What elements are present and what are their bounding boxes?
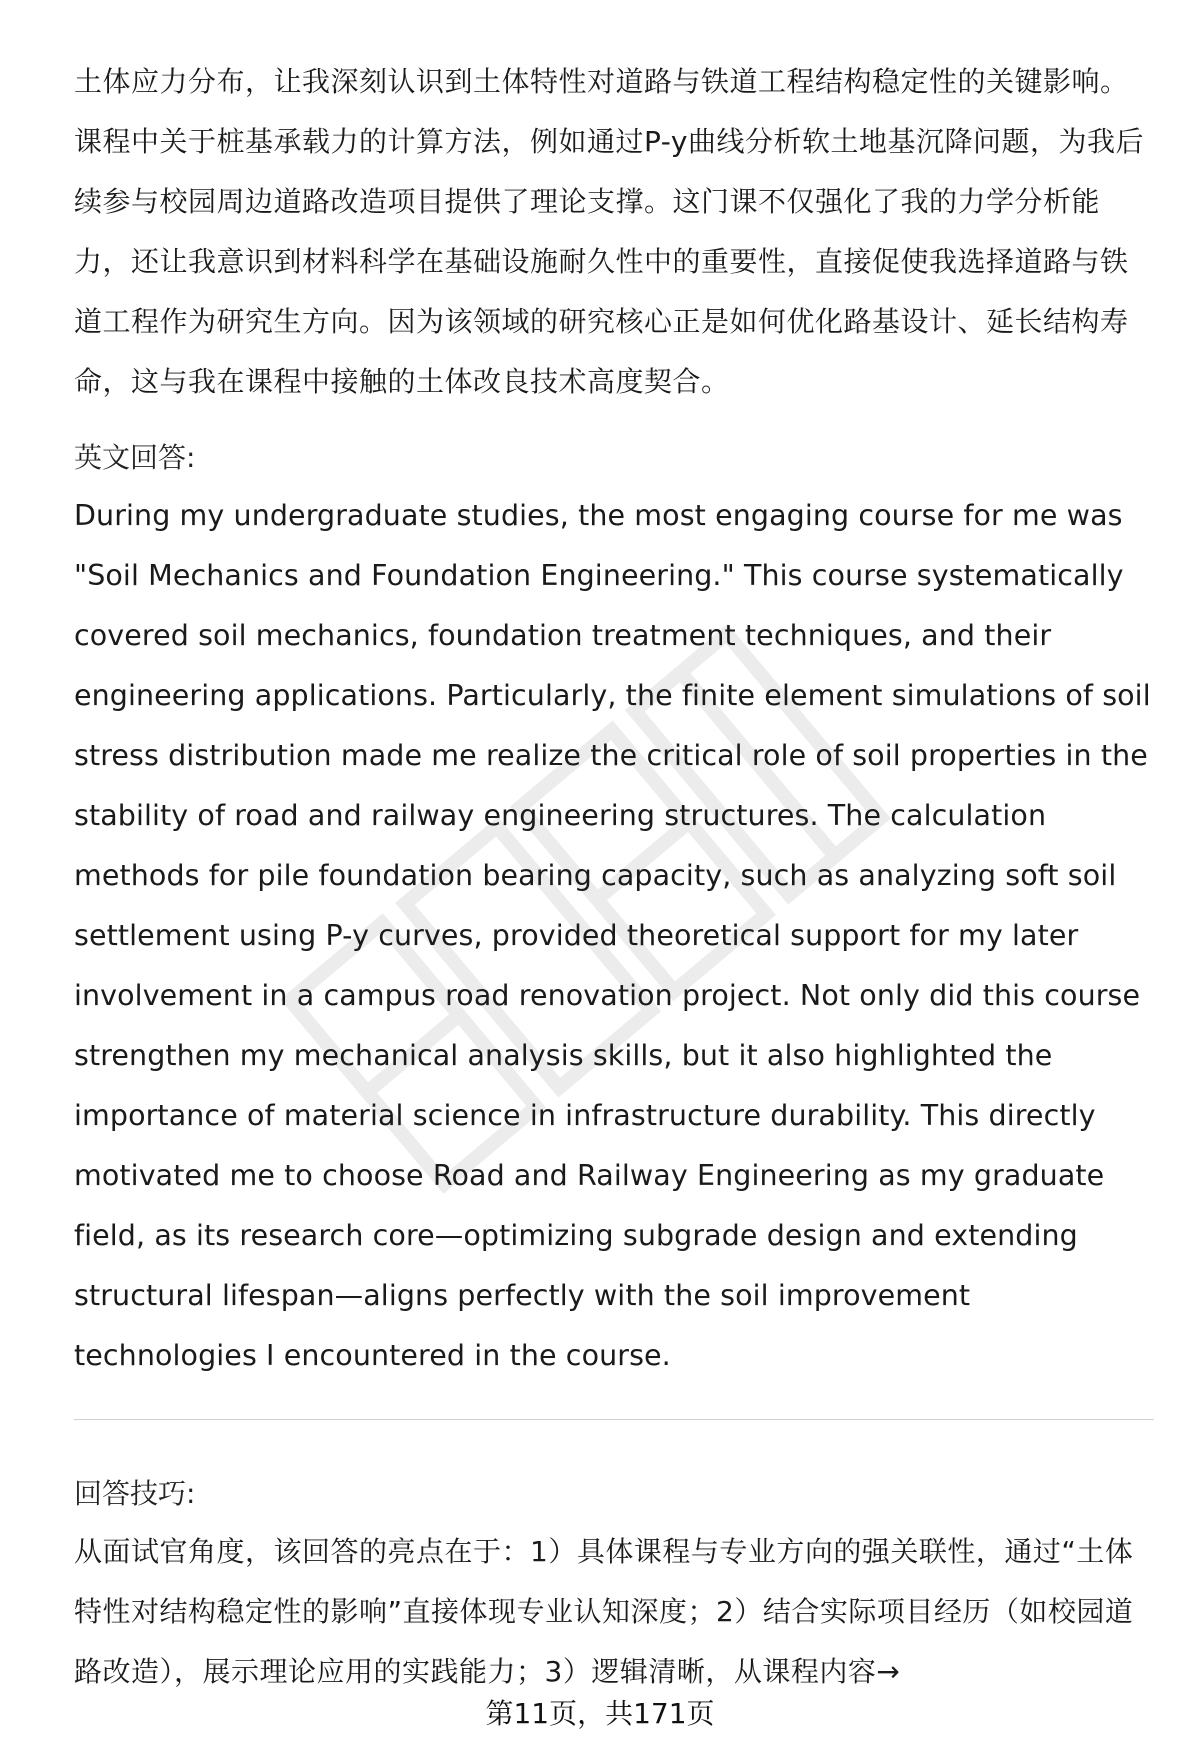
intro-paragraph-cn: 土体应力分布，让我深刻认识到土体特性对道路与铁道工程结构稳定性的关键影响。课程中关于桩基承载力的计算方法，例如通过P-y曲线分析软土地基沉降问题，为我后续参与校园周边道路改造项目提供了理论支撑。这门课不仅强化了我的力学分析能力，还让我意识到材料科学在基础设施耐久性中的重要性，直接促使我选择道路与铁道工程作为研究生方向。因为该领域的研究核心正是如何优化路基设计、延长结构寿命，这与我在课程中接触的土体改良技术高度契合。 bbox=[74, 65, 1144, 398]
answer-tips-label: 回答技巧: bbox=[74, 1477, 196, 1510]
document-body bbox=[74, 52, 1154, 1386]
english-answer-paragraph: During my undergraduate studies, the most engaging course for me was "Soil Mechanics and Foundation Engineering." This course systematically covered soil mechanics, foundation treatment techniques, and their engineering applications. Particularly, the finite element simulations of soil stress distribution made me realize the critical role of soil properties in the stability of road and railway engineering structures. The calculation methods for pile foundation bearing capacity, such as analyzing soft soil settlement using P-y curves, provided theoretical support for my later involvement in a campus road renovation project. Not only did this course strengthen my mechanical analysis skills, but it also highlighted the importance of material science in infrastructure durability. This directly motivated me to choose Road and Railway Engineering as my graduate field, as its research core—optimizing subgrade design and extending structural lifespan—aligns perfectly with the soil improvement technologies I encountered in the course. bbox=[74, 499, 1151, 1372]
answer-tips-paragraph: 从面试官角度，该回答的亮点在于：1）具体课程与专业方向的强关联性，通过“土体特性对结构稳定性的影响”直接体现专业认知深度；2）结合实际项目经历（如校园道路改造），展示理论应用的实践能力；3）逻辑清晰，从课程内容→ bbox=[74, 1535, 1134, 1688]
answer-tips-section bbox=[74, 1466, 1154, 1702]
section-divider bbox=[74, 1419, 1154, 1420]
page-number-footer: 第11页，共171页 bbox=[485, 1697, 715, 1730]
english-answer-label: 英文回答: bbox=[74, 441, 196, 474]
